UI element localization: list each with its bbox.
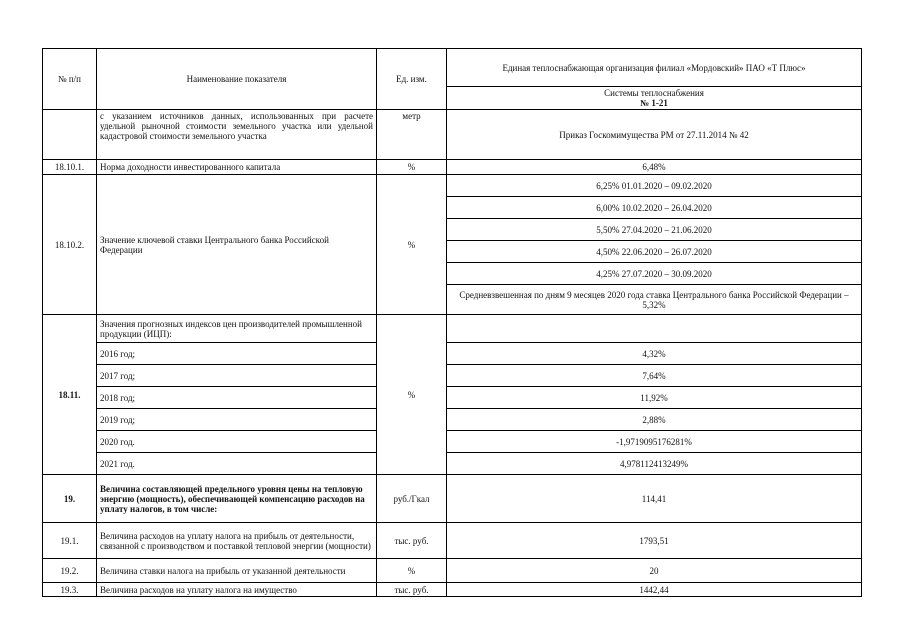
row-num: 19.1. bbox=[43, 523, 97, 559]
cont-name: с указанием источников данных, использованных при расчете удельной рыночной стоимости земельного участка или удельной кадастровой стоимости земельного участка bbox=[97, 110, 377, 160]
ipc-year-label: 2019 год; bbox=[97, 409, 377, 431]
row-unit: руб./Гкал bbox=[377, 475, 447, 523]
key-rate-value: 6,25% 01.01.2020 – 09.02.2020 bbox=[447, 175, 862, 197]
ipc-year-label: 2020 год. bbox=[97, 431, 377, 453]
row-num: 19.3. bbox=[43, 583, 97, 597]
row-unit: тыс. руб. bbox=[377, 583, 447, 597]
ipc-year-label: 2018 год; bbox=[97, 387, 377, 409]
row-name: Величина расходов на уплату налога на имущество bbox=[97, 583, 377, 597]
row-name: Значение ключевой ставки Центрального банка Российской Федерации bbox=[97, 175, 377, 315]
header-systems-line1: Системы теплоснабжения bbox=[604, 88, 704, 98]
ipc-header-value bbox=[447, 315, 862, 343]
header-name: Наименование показателя bbox=[97, 49, 377, 110]
row-name: Величина составляющей предельного уровня цены на тепловую энергию (мощность), обеспечивающей компенсацию расходов на уплату налогов, в том числе: bbox=[97, 475, 377, 523]
ipc-header: Значения прогнозных индексов цен производителей промышленной продукции (ИЦП): bbox=[97, 315, 377, 343]
row-num: 18.10.1. bbox=[43, 160, 97, 175]
cont-num bbox=[43, 110, 97, 160]
key-rate-value: 6,00% 10.02.2020 – 26.04.2020 bbox=[447, 197, 862, 219]
header-num: № п/п bbox=[43, 49, 97, 110]
row-value: 1442,44 bbox=[447, 583, 862, 597]
ipc-year-value: 7,64% bbox=[447, 365, 862, 387]
key-rate-average: Средневзвешенная по дням 9 месяцев 2020 года ставка Центрального банка Российской Федерации – 5,32% bbox=[447, 285, 862, 315]
ipc-year-label: 2017 год; bbox=[97, 365, 377, 387]
key-rate-value: 5,50% 27.04.2020 – 21.06.2020 bbox=[447, 219, 862, 241]
key-rate-value: 4,50% 22.06.2020 – 26.07.2020 bbox=[447, 241, 862, 263]
ipc-year-label: 2021 год. bbox=[97, 453, 377, 475]
ipc-year-value: 4,32% bbox=[447, 343, 862, 365]
cont-value: Приказ Госкомимущества РМ от 27.11.2014 № 42 bbox=[447, 110, 862, 160]
header-systems-line2: № 1-21 bbox=[640, 98, 668, 108]
tariff-table bbox=[42, 48, 862, 597]
row-name: Величина расходов на уплату налога на прибыль от деятельности, связанной с производством и поставкой тепловой энергии (мощности) bbox=[97, 523, 377, 559]
row-unit: тыс. руб. bbox=[377, 523, 447, 559]
ipc-year-value: 4,978112413249% bbox=[447, 453, 862, 475]
key-rate-value: 4,25% 27.07.2020 – 30.09.2020 bbox=[447, 263, 862, 285]
row-value: 20 bbox=[447, 559, 862, 583]
row-unit: % bbox=[377, 175, 447, 315]
row-value: 6,48% bbox=[447, 160, 862, 175]
row-name: Норма доходности инвестированного капитала bbox=[97, 160, 377, 175]
cont-unit: метр bbox=[377, 110, 447, 160]
row-num: 18.11. bbox=[43, 315, 97, 475]
ipc-year-value: 2,88% bbox=[447, 409, 862, 431]
row-num: 18.10.2. bbox=[43, 175, 97, 315]
row-value: 1793,51 bbox=[447, 523, 862, 559]
row-unit: % bbox=[377, 315, 447, 475]
ipc-year-label: 2016 год; bbox=[97, 343, 377, 365]
header-org: Единая теплоснабжающая организация филиал «Мордовский» ПАО «Т Плюс» bbox=[447, 49, 862, 87]
row-value: 114,41 bbox=[447, 475, 862, 523]
ipc-year-value: -1,9719095176281% bbox=[447, 431, 862, 453]
header-unit: Ед. изм. bbox=[377, 49, 447, 110]
row-num: 19.2. bbox=[43, 559, 97, 583]
row-unit: % bbox=[377, 559, 447, 583]
row-unit: % bbox=[377, 160, 447, 175]
row-num: 19. bbox=[43, 475, 97, 523]
row-name: Величина ставки налога на прибыль от указанной деятельности bbox=[97, 559, 377, 583]
ipc-year-value: 11,92% bbox=[447, 387, 862, 409]
header-systems bbox=[447, 87, 862, 110]
